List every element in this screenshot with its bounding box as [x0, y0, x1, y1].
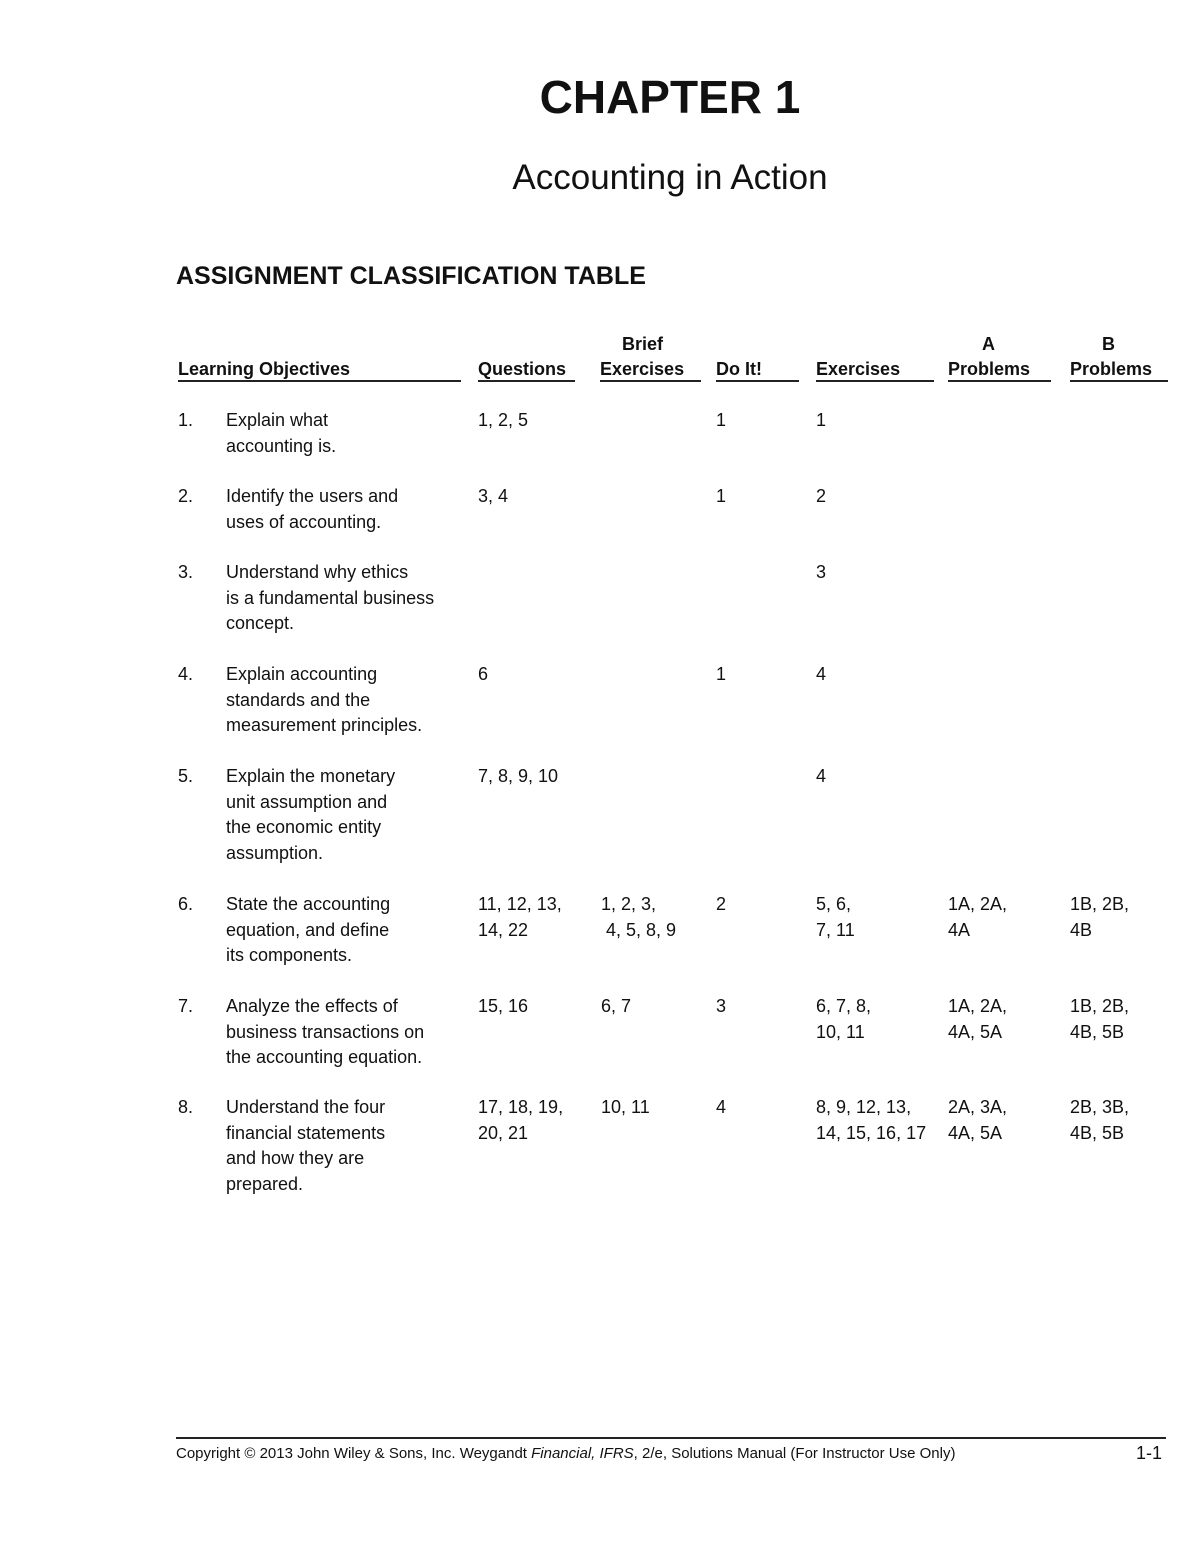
cell-num: 1.	[178, 410, 194, 430]
cell-exercises: 2	[816, 486, 827, 506]
cell-objective: the economic entity	[226, 817, 382, 837]
header-exercises: Exercises	[816, 359, 901, 379]
cell-a: 4A, 5A	[948, 1122, 1003, 1143]
cell-questions: 1, 2, 5	[478, 410, 529, 430]
page-number: 1-1	[1136, 1443, 1163, 1463]
cell-a: 4A, 5A	[948, 1021, 1003, 1042]
header-underline	[716, 380, 799, 382]
cell-objective: Explain what	[226, 410, 329, 430]
cell-brief: 4, 5, 8, 9	[601, 919, 677, 940]
header-underline	[816, 380, 934, 382]
header-underline	[600, 380, 701, 382]
cell-a: 4A	[948, 919, 971, 940]
cell-num: 3.	[178, 562, 194, 582]
cell-objective: Identify the users and	[226, 486, 399, 506]
cell-doit: 1	[716, 664, 727, 684]
cell-brief: 1, 2, 3,	[601, 894, 657, 914]
cell-b: 4B, 5B	[1070, 1122, 1125, 1143]
section-title: ASSIGNMENT CLASSIFICATION TABLE	[176, 262, 646, 290]
cell-questions: 7, 8, 9, 10	[478, 766, 559, 786]
cell-doit: 4	[716, 1097, 727, 1117]
cell-objective: standards and the	[226, 689, 371, 710]
cell-num: 2.	[178, 486, 194, 506]
cell-doit: 1	[716, 486, 727, 506]
cell-num: 4.	[178, 664, 194, 684]
header-underline	[178, 380, 461, 382]
cell-objective: financial statements	[226, 1122, 386, 1143]
cell-num: 7.	[178, 996, 194, 1016]
cell-objective: the accounting equation.	[226, 1047, 423, 1067]
cell-exercises: 8, 9, 12, 13,	[816, 1097, 912, 1117]
header-underline	[1070, 380, 1168, 382]
cell-b: 1B, 2B,	[1070, 996, 1130, 1016]
footer-edition: , 2/e, Solutions Manual (For Instructor Use Only)	[633, 1445, 956, 1462]
cell-questions: 20, 21	[478, 1122, 529, 1143]
cell-num: 8.	[178, 1097, 194, 1117]
header-a-top: A	[982, 334, 995, 354]
footer-copyright	[176, 1445, 955, 1462]
cell-brief: 10, 11	[601, 1097, 650, 1117]
chapter-subtitle: Accounting in Action	[512, 158, 828, 197]
cell-objective: unit assumption and	[226, 791, 388, 812]
cell-questions: 14, 22	[478, 919, 529, 940]
cell-exercises: 4	[816, 766, 827, 786]
cell-objective: equation, and define	[226, 919, 390, 940]
footer-copyright-text: Copyright © 2013 John Wiley & Sons, Inc. Weygandt	[176, 1445, 532, 1462]
cell-objective: Explain accounting	[226, 664, 378, 684]
cell-exercises: 4	[816, 664, 827, 684]
cell-questions: 15, 16	[478, 996, 529, 1016]
header-underline	[478, 380, 575, 382]
cell-objective: and how they are	[226, 1148, 365, 1168]
header-brief-top: Brief	[622, 334, 664, 354]
cell-objective: assumption.	[226, 842, 324, 863]
cell-objective: is a fundamental business	[226, 587, 435, 608]
cell-exercises: 14, 15, 16, 17	[816, 1122, 927, 1143]
cell-objective: concept.	[226, 613, 295, 633]
cell-exercises: 10, 11	[816, 1021, 865, 1042]
cell-questions: 6	[478, 664, 489, 684]
cell-objective: Understand the four	[226, 1097, 386, 1117]
header-questions: Questions	[478, 359, 567, 379]
header-underline	[948, 380, 1051, 382]
header-a-problems: Problems	[948, 359, 1031, 379]
header-brief-exercises: Exercises	[600, 359, 685, 379]
cell-brief: 6, 7	[601, 996, 632, 1016]
cell-num: 5.	[178, 766, 194, 786]
cell-a: 1A, 2A,	[948, 894, 1008, 914]
chapter-title: CHAPTER 1	[539, 71, 801, 123]
cell-b: 1B, 2B,	[1070, 894, 1130, 914]
footer-book-title: Financial, IFRS	[531, 1445, 634, 1462]
header-do-it: Do It!	[716, 359, 762, 379]
cell-objective: accounting is.	[226, 435, 337, 456]
cell-objective: its components.	[226, 945, 353, 965]
cell-questions: 3, 4	[478, 486, 509, 506]
cell-questions: 11, 12, 13,	[478, 894, 562, 914]
cell-num: 6.	[178, 894, 194, 914]
cell-b: 4B, 5B	[1070, 1021, 1125, 1042]
cell-b: 4B	[1070, 919, 1093, 940]
cell-objective: Explain the monetary	[226, 766, 396, 786]
cell-exercises: 5, 6,	[816, 894, 852, 914]
cell-objective: Analyze the effects of	[226, 996, 398, 1016]
cell-objective: Understand why ethics	[226, 562, 409, 582]
cell-exercises: 7, 11	[816, 919, 855, 940]
cell-doit: 1	[716, 410, 727, 430]
cell-objective: State the accounting	[226, 894, 391, 914]
cell-doit: 2	[716, 894, 727, 914]
cell-objective: measurement principles.	[226, 715, 423, 735]
cell-objective: uses of accounting.	[226, 511, 382, 532]
header-learning-objectives: Learning Objectives	[178, 359, 351, 379]
header-b-top: B	[1102, 334, 1115, 354]
cell-objective: prepared.	[226, 1173, 304, 1194]
cell-a: 1A, 2A,	[948, 996, 1008, 1016]
cell-doit: 3	[716, 996, 727, 1016]
header-b-problems: Problems	[1070, 359, 1153, 379]
cell-exercises: 1	[816, 410, 827, 430]
cell-questions: 17, 18, 19,	[478, 1097, 564, 1117]
cell-b: 2B, 3B,	[1070, 1097, 1130, 1117]
cell-exercises: 6, 7, 8,	[816, 996, 872, 1016]
cell-objective: business transactions on	[226, 1021, 425, 1042]
cell-exercises: 3	[816, 562, 827, 582]
cell-a: 2A, 3A,	[948, 1097, 1008, 1117]
footer-divider	[176, 1437, 1166, 1439]
